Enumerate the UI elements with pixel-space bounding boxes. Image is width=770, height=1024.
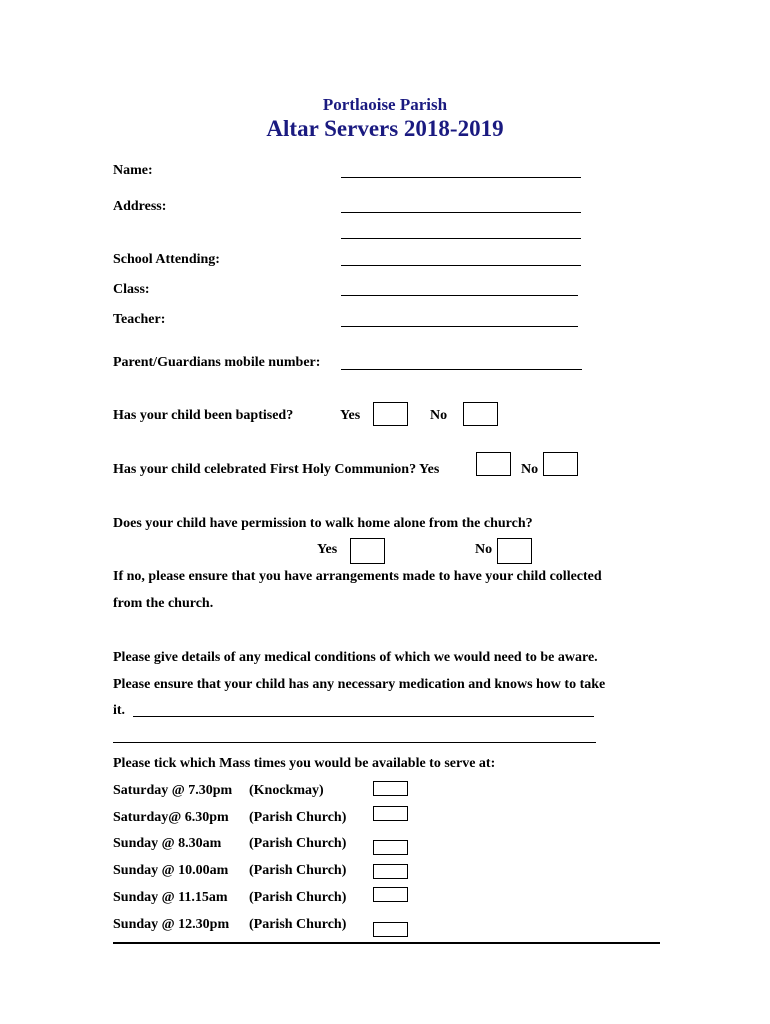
medical-note-line-2: Please ensure that your child has any necessary medication and knows how to take	[113, 677, 606, 692]
parish-name: Portlaoise Parish	[322, 95, 448, 114]
class-field[interactable]	[341, 295, 578, 296]
address-field-line-1[interactable]	[341, 212, 581, 213]
address-label: Address:	[113, 199, 167, 214]
communion-yes-checkbox[interactable]	[476, 452, 511, 476]
school-field[interactable]	[341, 265, 581, 266]
mass-place-label: (Parish Church)	[249, 836, 347, 851]
collect-note-line-1: If no, please ensure that you have arrangements made to have your child collected	[113, 569, 602, 584]
medical-field-line-1[interactable]	[133, 716, 594, 717]
bottom-divider	[113, 942, 660, 944]
class-label: Class:	[113, 282, 150, 297]
collect-note-line-2: from the church.	[113, 596, 214, 611]
mass-time-checkbox[interactable]	[373, 840, 408, 855]
walk-home-yes-checkbox[interactable]	[350, 538, 385, 564]
baptised-no-checkbox[interactable]	[463, 402, 498, 426]
mass-time-label: Sunday @ 8.30am	[113, 836, 222, 851]
address-field-line-2[interactable]	[341, 238, 581, 239]
mass-time-label: Sunday @ 11.15am	[113, 890, 228, 905]
mass-place-label: (Parish Church)	[249, 863, 347, 878]
walk-home-no-checkbox[interactable]	[497, 538, 532, 564]
walk-home-no-label: No	[475, 542, 493, 557]
teacher-field[interactable]	[341, 326, 578, 327]
communion-no-checkbox[interactable]	[543, 452, 578, 476]
teacher-label: Teacher:	[113, 312, 166, 327]
mass-place-label: (Parish Church)	[249, 917, 347, 932]
mass-time-checkbox[interactable]	[373, 864, 408, 879]
mass-place-label: (Parish Church)	[249, 810, 347, 825]
school-label: School Attending:	[113, 252, 220, 267]
form-title: Altar Servers 2018-2019	[266, 116, 504, 141]
baptised-no-label: No	[430, 408, 448, 423]
baptised-question: Has your child been baptised?	[113, 408, 294, 423]
walk-home-yes-label: Yes	[317, 542, 338, 557]
name-field[interactable]	[341, 177, 581, 178]
communion-question: Has your child celebrated First Holy Communion? Yes	[113, 462, 440, 477]
mass-time-label: Sunday @ 12.30pm	[113, 917, 230, 932]
mass-place-label: (Knockmay)	[249, 783, 324, 798]
mass-time-label: Saturday@ 6.30pm	[113, 810, 229, 825]
mass-time-label: Saturday @ 7.30pm	[113, 783, 233, 798]
mass-time-checkbox[interactable]	[373, 806, 408, 821]
medical-note-line-3: it.	[113, 703, 126, 718]
baptised-yes-checkbox[interactable]	[373, 402, 408, 426]
communion-no-label: No	[521, 462, 539, 477]
medical-field-line-2[interactable]	[113, 742, 596, 743]
name-label: Name:	[113, 163, 153, 178]
mass-time-checkbox[interactable]	[373, 781, 408, 796]
parent-mobile-label: Parent/Guardians mobile number:	[113, 355, 321, 370]
mass-time-checkbox[interactable]	[373, 887, 408, 902]
mass-times-intro: Please tick which Mass times you would be available to serve at:	[113, 756, 496, 771]
walk-home-question: Does your child have permission to walk home alone from the church?	[113, 516, 533, 531]
medical-note-line-1: Please give details of any medical conditions of which we would need to be aware.	[113, 650, 598, 665]
mass-time-checkbox[interactable]	[373, 922, 408, 937]
mass-time-label: Sunday @ 10.00am	[113, 863, 229, 878]
parent-mobile-field[interactable]	[341, 369, 582, 370]
mass-place-label: (Parish Church)	[249, 890, 347, 905]
baptised-yes-label: Yes	[340, 408, 361, 423]
